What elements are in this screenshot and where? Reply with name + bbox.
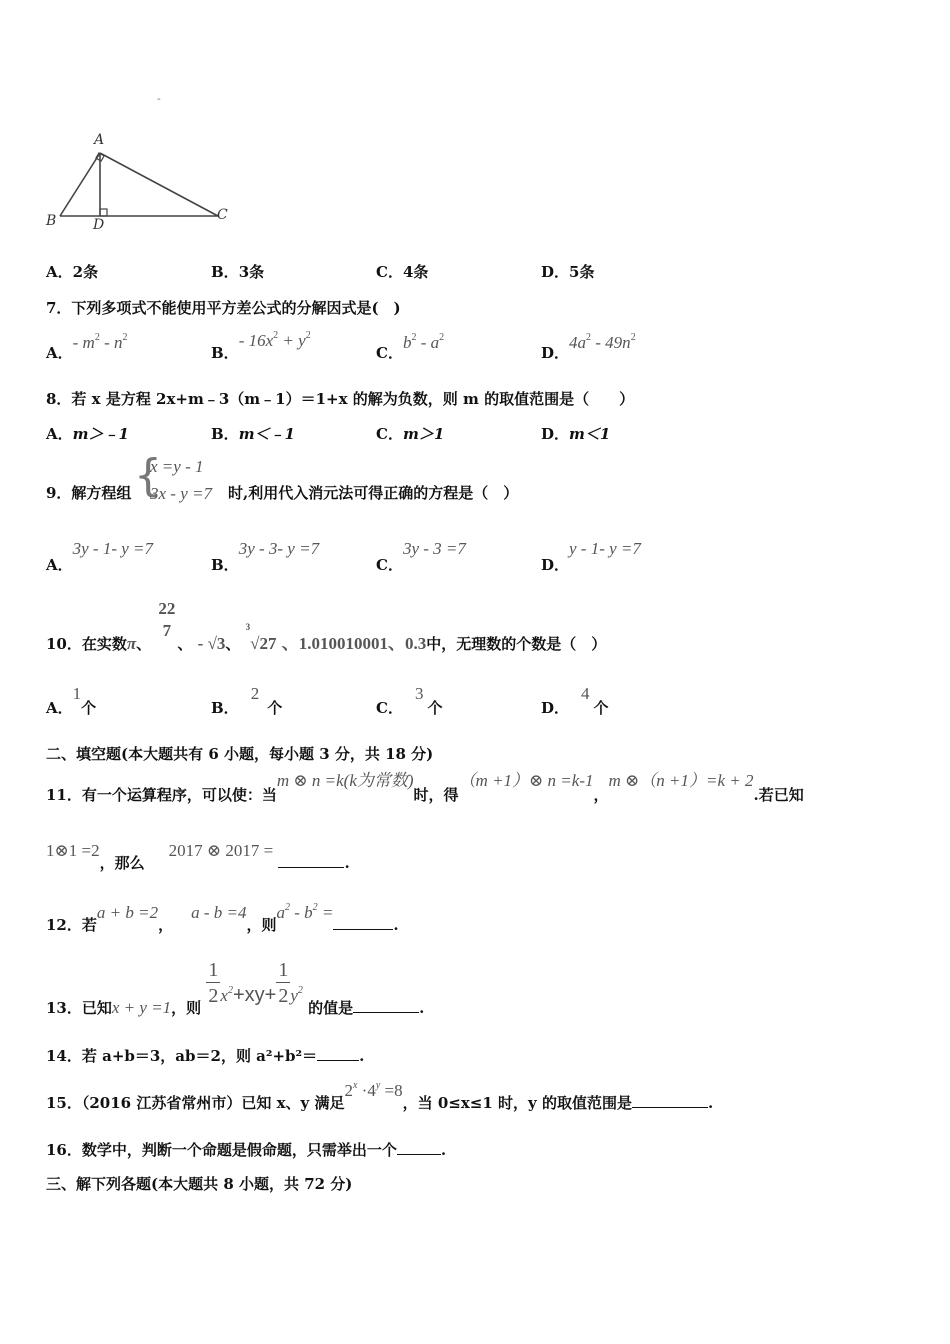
q6-option-a[interactable]: A．2条 xyxy=(46,263,99,281)
q8-option-b[interactable]: B．m＜﹣1 xyxy=(211,425,295,443)
q9-eq2: 3x - y =7 xyxy=(150,484,212,503)
q8-option-c[interactable]: C．m＞1 xyxy=(376,425,445,443)
q16-line: 16．数学中，判断一个命题是假命题，只需举出一个 . xyxy=(46,1141,447,1159)
triangle-figure xyxy=(40,130,240,240)
q14-answer-blank[interactable] xyxy=(317,1046,359,1061)
q10-option-b[interactable]: B．2个 xyxy=(211,684,283,717)
q9-option-d[interactable]: D．y - 1- y =7 xyxy=(541,539,641,574)
system-brace: { xyxy=(134,450,162,501)
q10-option-c[interactable]: C．3个 xyxy=(376,684,443,717)
stray-mark: - xyxy=(157,92,161,105)
label-b: B xyxy=(46,213,57,229)
section-2-heading: 二、填空题(本大题共有 6 小题，每小题 3 分，共 18 分) xyxy=(46,745,434,763)
q9-option-b[interactable]: B．3y - 3- y =7 xyxy=(211,539,320,574)
fraction-half-1: $\frac{1}{2}$ xyxy=(208,959,219,1007)
q9-option-c[interactable]: C．3y - 3 =7 xyxy=(376,539,466,574)
label-d: D xyxy=(93,217,105,233)
q7-option-b[interactable]: B．- $16x^2 + y^2$ xyxy=(211,330,311,362)
q15-answer-blank[interactable] xyxy=(632,1093,708,1108)
label-c: C xyxy=(217,207,228,223)
q14-line: 14．若 a+b＝3，ab＝2，则 a²+b²＝ . xyxy=(46,1047,365,1065)
q7-stem: 7．下列多项式不能使用平方差公式的分解因式是( ) xyxy=(46,299,401,317)
q8-option-a[interactable]: A．m＞﹣1 xyxy=(46,425,129,443)
q11-line1: 11．有一个运算程序，可以使：当m ⊗ n =k(k为常数)时，得（m +1）⊗ n =k-1，m ⊗（n +1）=k + 2.若已知 xyxy=(46,771,804,804)
q12-line: 12．若a + b =2，a - b =4，则$a^2 - b^2$ =. xyxy=(46,902,399,934)
q9-eq1: x =y - 1 xyxy=(150,457,204,476)
right-angle-mark-d xyxy=(100,209,107,216)
q9-prefix: 9．解方程组 xyxy=(46,484,132,502)
section-3-heading: 三、解下列各题(本大题共 8 小题，共 72 分) xyxy=(46,1175,353,1193)
q6-option-c[interactable]: C．4条 xyxy=(376,263,429,281)
q13-answer-blank[interactable] xyxy=(353,998,419,1013)
q10-option-a[interactable]: A．1个 xyxy=(46,684,97,717)
q6-option-b[interactable]: B．3条 xyxy=(211,263,265,281)
q13-line: 13．已知x + y =1，则 $\frac{1}{2}$ $x^2+xy+$ $\frac{1}{2}$ $y^2$ 的值是 . xyxy=(46,959,425,1017)
q7-option-a[interactable]: A．- $m^2 - n^2$ xyxy=(46,332,128,362)
q10-stem: 10．在实数π、 22 7 、 - √3、 $^3$√27 、1.010010001、0.3中，无理数的个数是（ ） xyxy=(46,599,607,653)
q8-option-d[interactable]: D．m＜1 xyxy=(541,425,611,443)
q9-option-a[interactable]: A．3y - 1- y =7 xyxy=(46,539,154,574)
fraction-22-7: 22 7 xyxy=(158,599,176,640)
q15-line: 15．（2016 江苏省常州市）已知 x、y 满足$2^x \cdot 4^y =8$，当 0≤x≤1 时，y 的取值范围是 . xyxy=(46,1080,714,1112)
q11-line2: 1⊗1 =2，那么2017 ⊗ 2017 = . xyxy=(46,841,350,872)
q16-answer-blank[interactable] xyxy=(397,1140,441,1155)
q9-suffix: 时,利用代入消元法可得正确的方程是（ ） xyxy=(228,484,519,502)
side-ab xyxy=(60,153,100,216)
q6-option-d[interactable]: D．5条 xyxy=(541,263,595,281)
q12-answer-blank[interactable] xyxy=(333,915,393,930)
q7-option-c[interactable]: C．$b^2 - a^2$ xyxy=(376,332,445,362)
fraction-half-2: $\frac{1}{2}$ xyxy=(278,959,289,1007)
side-ac xyxy=(100,153,218,216)
q7-option-d[interactable]: D．$4a^2 - 49n^2$ xyxy=(541,332,636,362)
q10-option-d[interactable]: D．4个 xyxy=(541,684,609,717)
q8-stem: 8．若 x 是方程 2x+m﹣3（m﹣1）＝1+x 的解为负数，则 m 的取值范围是（ ） xyxy=(46,390,635,408)
q11-answer-blank[interactable] xyxy=(278,853,344,868)
label-a: A xyxy=(94,132,105,148)
